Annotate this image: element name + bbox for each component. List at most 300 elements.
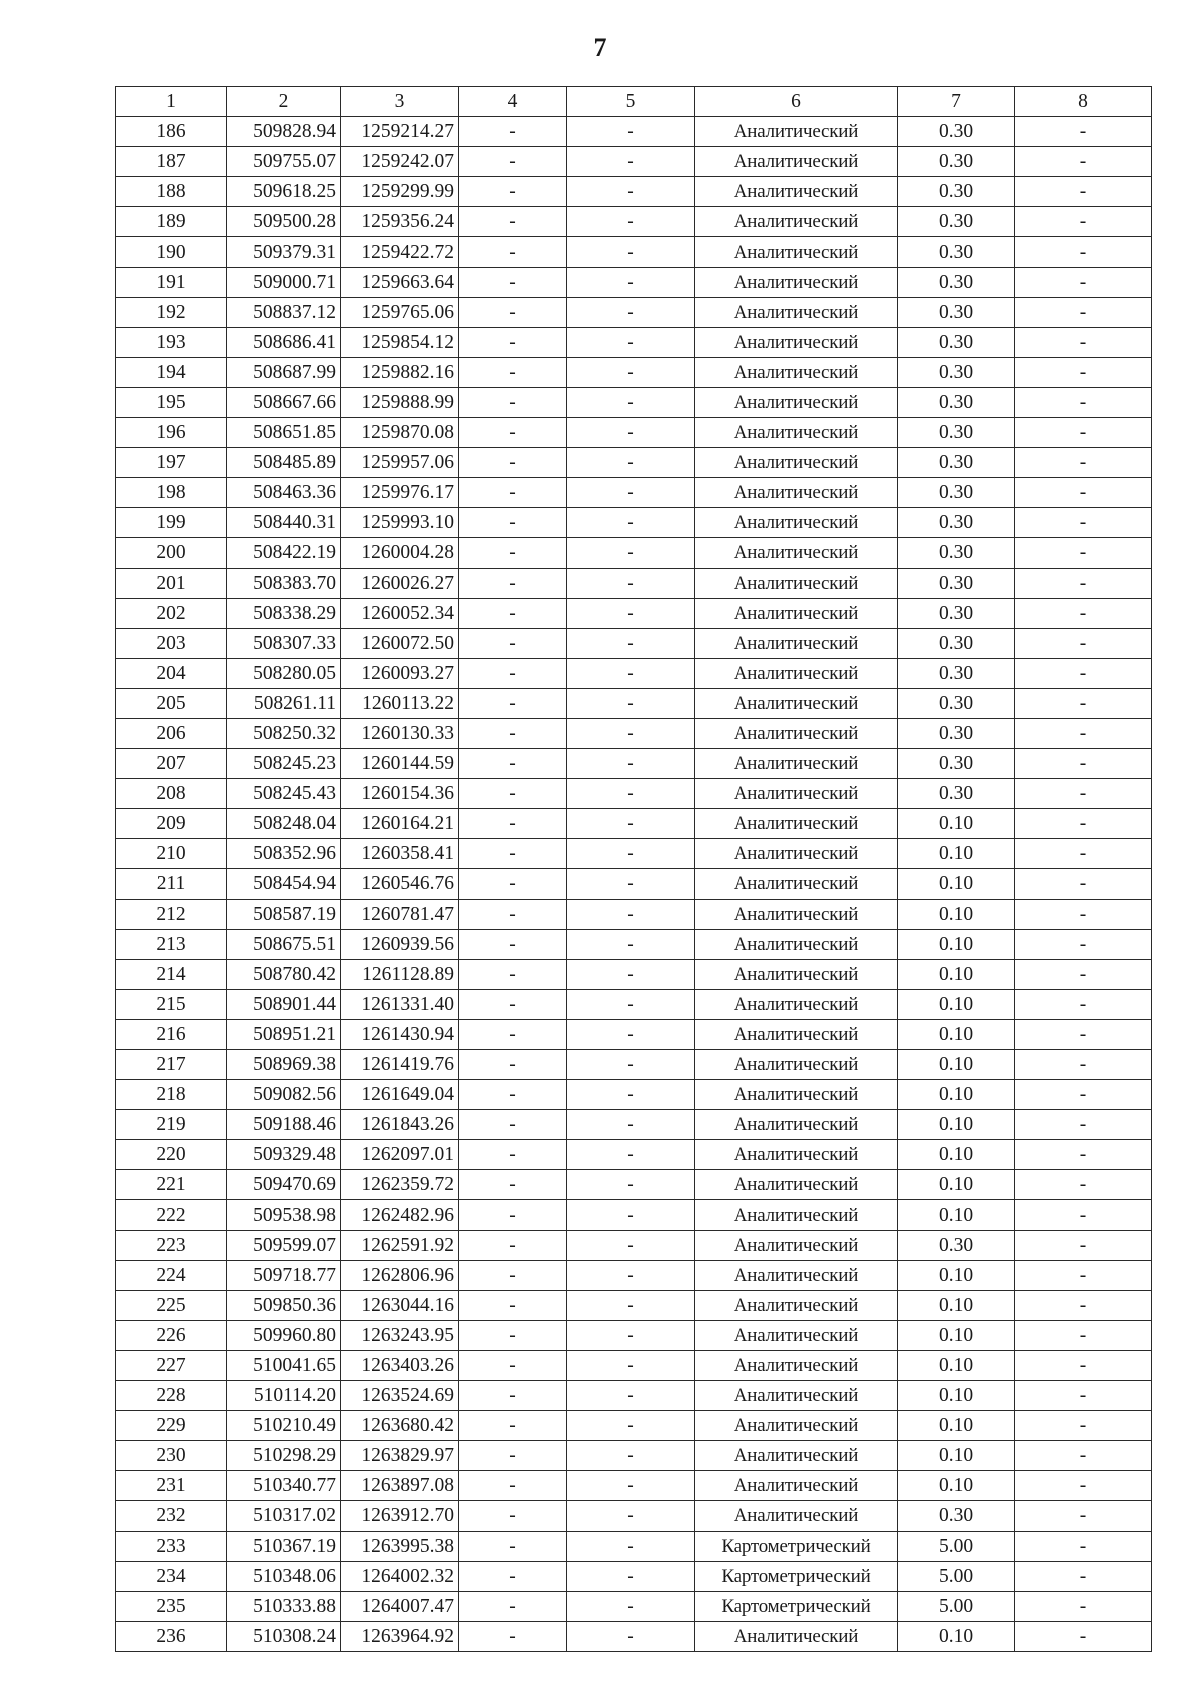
table-row [116,237,1152,267]
accuracy-cell: 5.00 [898,1561,1015,1591]
table-row [116,267,1152,297]
col-4-cell: - [459,1411,567,1441]
accuracy-cell: 0.10 [898,1381,1015,1411]
table-row [116,478,1152,508]
col-5-cell: - [567,749,695,779]
x-coordinate-cell: 508307.33 [227,628,341,658]
y-coordinate-cell: 1263403.26 [341,1350,459,1380]
x-coordinate-cell: 508587.19 [227,899,341,929]
col-8-cell: - [1015,1441,1152,1471]
col-8-cell: - [1015,1501,1152,1531]
accuracy-cell: 0.10 [898,1471,1015,1501]
table-row [116,117,1152,147]
col-8-cell: - [1015,387,1152,417]
col-4-cell: - [459,1441,567,1471]
x-coordinate-cell: 508422.19 [227,538,341,568]
table-row [116,989,1152,1019]
col-8-cell: - [1015,357,1152,387]
col-5-cell: - [567,1411,695,1441]
point-number-cell: 199 [116,508,227,538]
y-coordinate-cell: 1261649.04 [341,1080,459,1110]
col-5-cell: - [567,1350,695,1380]
accuracy-cell: 0.10 [898,899,1015,929]
col-8-cell: - [1015,117,1152,147]
y-coordinate-cell: 1262806.96 [341,1260,459,1290]
table-row [116,658,1152,688]
point-number-cell: 230 [116,1441,227,1471]
accuracy-cell: 0.10 [898,869,1015,899]
y-coordinate-cell: 1259356.24 [341,207,459,237]
x-coordinate-cell: 510298.29 [227,1441,341,1471]
y-coordinate-cell: 1260154.36 [341,779,459,809]
column-header-5: 5 [567,87,695,117]
method-cell: Аналитический [695,448,898,478]
table-row [116,1110,1152,1140]
point-number-cell: 236 [116,1621,227,1651]
x-coordinate-cell: 509960.80 [227,1320,341,1350]
method-cell: Аналитический [695,1170,898,1200]
table-row [116,688,1152,718]
accuracy-cell: 0.30 [898,387,1015,417]
method-cell: Аналитический [695,177,898,207]
accuracy-cell: 0.30 [898,297,1015,327]
point-number-cell: 192 [116,297,227,327]
col-4-cell: - [459,267,567,297]
x-coordinate-cell: 508969.38 [227,1050,341,1080]
point-number-cell: 212 [116,899,227,929]
point-number-cell: 216 [116,1019,227,1049]
col-4-cell: - [459,1260,567,1290]
y-coordinate-cell: 1259214.27 [341,117,459,147]
y-coordinate-cell: 1263524.69 [341,1381,459,1411]
col-5-cell: - [567,177,695,207]
table-row [116,1411,1152,1441]
col-4-cell: - [459,989,567,1019]
point-number-cell: 231 [116,1471,227,1501]
x-coordinate-cell: 508686.41 [227,327,341,357]
table-header [116,87,1152,117]
y-coordinate-cell: 1264007.47 [341,1591,459,1621]
x-coordinate-cell: 508245.43 [227,779,341,809]
table-row [116,1531,1152,1561]
table-row [116,628,1152,658]
accuracy-cell: 0.30 [898,267,1015,297]
column-header-8: 8 [1015,87,1152,117]
col-8-cell: - [1015,297,1152,327]
accuracy-cell: 0.30 [898,628,1015,658]
col-8-cell: - [1015,538,1152,568]
col-8-cell: - [1015,959,1152,989]
table-row [116,538,1152,568]
col-5-cell: - [567,598,695,628]
method-cell: Аналитический [695,478,898,508]
method-cell: Аналитический [695,267,898,297]
point-number-cell: 200 [116,538,227,568]
col-8-cell: - [1015,688,1152,718]
accuracy-cell: 0.10 [898,1080,1015,1110]
x-coordinate-cell: 508675.51 [227,929,341,959]
col-5-cell: - [567,1290,695,1320]
col-8-cell: - [1015,207,1152,237]
y-coordinate-cell: 1260052.34 [341,598,459,628]
y-coordinate-cell: 1260072.50 [341,628,459,658]
y-coordinate-cell: 1260093.27 [341,658,459,688]
point-number-cell: 187 [116,147,227,177]
method-cell: Аналитический [695,718,898,748]
x-coordinate-cell: 509470.69 [227,1170,341,1200]
accuracy-cell: 0.10 [898,1441,1015,1471]
table-body [116,117,1152,1652]
x-coordinate-cell: 508454.94 [227,869,341,899]
point-number-cell: 209 [116,809,227,839]
method-cell: Аналитический [695,418,898,448]
y-coordinate-cell: 1259976.17 [341,478,459,508]
point-number-cell: 217 [116,1050,227,1080]
point-number-cell: 224 [116,1260,227,1290]
method-cell: Аналитический [695,989,898,1019]
accuracy-cell: 0.10 [898,1350,1015,1380]
accuracy-cell: 0.30 [898,1230,1015,1260]
table-row [116,1260,1152,1290]
accuracy-cell: 5.00 [898,1591,1015,1621]
table-row [116,177,1152,207]
point-number-cell: 207 [116,749,227,779]
col-5-cell: - [567,718,695,748]
method-cell: Аналитический [695,297,898,327]
col-5-cell: - [567,508,695,538]
y-coordinate-cell: 1259663.64 [341,267,459,297]
x-coordinate-cell: 509850.36 [227,1290,341,1320]
point-number-cell: 233 [116,1531,227,1561]
page-number: 7 [593,33,607,62]
col-4-cell: - [459,869,567,899]
column-header-7: 7 [898,87,1015,117]
col-5-cell: - [567,1531,695,1561]
method-cell: Аналитический [695,538,898,568]
col-5-cell: - [567,1140,695,1170]
col-4-cell: - [459,237,567,267]
col-5-cell: - [567,1621,695,1651]
point-number-cell: 190 [116,237,227,267]
col-8-cell: - [1015,237,1152,267]
col-4-cell: - [459,839,567,869]
method-cell: Аналитический [695,1290,898,1320]
col-4-cell: - [459,297,567,327]
method-cell: Аналитический [695,1140,898,1170]
point-number-cell: 223 [116,1230,227,1260]
y-coordinate-cell: 1259957.06 [341,448,459,478]
method-cell: Аналитический [695,779,898,809]
accuracy-cell: 0.30 [898,327,1015,357]
col-5-cell: - [567,1561,695,1591]
table-row [116,568,1152,598]
col-5-cell: - [567,628,695,658]
y-coordinate-cell: 1260130.33 [341,718,459,748]
accuracy-cell: 0.30 [898,658,1015,688]
col-8-cell: - [1015,869,1152,899]
col-5-cell: - [567,1471,695,1501]
accuracy-cell: 0.10 [898,1411,1015,1441]
x-coordinate-cell: 508440.31 [227,508,341,538]
y-coordinate-cell: 1260546.76 [341,869,459,899]
col-4-cell: - [459,1501,567,1531]
col-5-cell: - [567,809,695,839]
accuracy-cell: 0.30 [898,478,1015,508]
col-5-cell: - [567,1591,695,1621]
column-header-1: 1 [116,87,227,117]
col-4-cell: - [459,207,567,237]
col-8-cell: - [1015,839,1152,869]
col-4-cell: - [459,779,567,809]
x-coordinate-cell: 509500.28 [227,207,341,237]
point-number-cell: 228 [116,1381,227,1411]
x-coordinate-cell: 508383.70 [227,568,341,598]
accuracy-cell: 0.10 [898,1050,1015,1080]
table-row [116,869,1152,899]
table-row [116,779,1152,809]
y-coordinate-cell: 1263243.95 [341,1320,459,1350]
col-4-cell: - [459,448,567,478]
accuracy-cell: 0.10 [898,1320,1015,1350]
col-4-cell: - [459,327,567,357]
point-number-cell: 205 [116,688,227,718]
method-cell: Аналитический [695,357,898,387]
x-coordinate-cell: 509828.94 [227,117,341,147]
table-row [116,1230,1152,1260]
col-8-cell: - [1015,1471,1152,1501]
column-header-6: 6 [695,87,898,117]
y-coordinate-cell: 1259422.72 [341,237,459,267]
table-row [116,598,1152,628]
col-8-cell: - [1015,1411,1152,1441]
col-8-cell: - [1015,1110,1152,1140]
point-number-cell: 208 [116,779,227,809]
point-number-cell: 203 [116,628,227,658]
y-coordinate-cell: 1259299.99 [341,177,459,207]
y-coordinate-cell: 1260358.41 [341,839,459,869]
x-coordinate-cell: 510340.77 [227,1471,341,1501]
point-number-cell: 222 [116,1200,227,1230]
col-4-cell: - [459,1381,567,1411]
col-8-cell: - [1015,1019,1152,1049]
y-coordinate-cell: 1259888.99 [341,387,459,417]
col-8-cell: - [1015,418,1152,448]
y-coordinate-cell: 1260939.56 [341,929,459,959]
x-coordinate-cell: 509599.07 [227,1230,341,1260]
y-coordinate-cell: 1259993.10 [341,508,459,538]
method-cell: Аналитический [695,327,898,357]
accuracy-cell: 0.10 [898,809,1015,839]
col-8-cell: - [1015,508,1152,538]
col-5-cell: - [567,1110,695,1140]
x-coordinate-cell: 510041.65 [227,1350,341,1380]
col-5-cell: - [567,929,695,959]
x-coordinate-cell: 508338.29 [227,598,341,628]
point-number-cell: 206 [116,718,227,748]
table-row [116,1381,1152,1411]
accuracy-cell: 0.30 [898,779,1015,809]
col-5-cell: - [567,779,695,809]
point-number-cell: 211 [116,869,227,899]
point-number-cell: 204 [116,658,227,688]
coordinates-table [115,86,1152,1652]
method-cell: Аналитический [695,839,898,869]
table-row [116,839,1152,869]
point-number-cell: 235 [116,1591,227,1621]
y-coordinate-cell: 1262097.01 [341,1140,459,1170]
col-5-cell: - [567,538,695,568]
x-coordinate-cell: 509082.56 [227,1080,341,1110]
accuracy-cell: 0.30 [898,177,1015,207]
accuracy-cell: 0.10 [898,1140,1015,1170]
table-row [116,508,1152,538]
x-coordinate-cell: 510367.19 [227,1531,341,1561]
col-4-cell: - [459,749,567,779]
point-number-cell: 226 [116,1320,227,1350]
x-coordinate-cell: 509718.77 [227,1260,341,1290]
table-row [116,1561,1152,1591]
col-5-cell: - [567,117,695,147]
x-coordinate-cell: 508463.36 [227,478,341,508]
col-8-cell: - [1015,899,1152,929]
col-5-cell: - [567,869,695,899]
table-row [116,1200,1152,1230]
accuracy-cell: 0.10 [898,1260,1015,1290]
accuracy-cell: 0.30 [898,568,1015,598]
point-number-cell: 227 [116,1350,227,1380]
x-coordinate-cell: 508245.23 [227,749,341,779]
col-8-cell: - [1015,177,1152,207]
col-8-cell: - [1015,929,1152,959]
col-8-cell: - [1015,718,1152,748]
y-coordinate-cell: 1261128.89 [341,959,459,989]
col-8-cell: - [1015,478,1152,508]
col-8-cell: - [1015,1320,1152,1350]
y-coordinate-cell: 1259870.08 [341,418,459,448]
col-8-cell: - [1015,1200,1152,1230]
col-5-cell: - [567,1441,695,1471]
col-5-cell: - [567,207,695,237]
table-row [116,1441,1152,1471]
point-number-cell: 189 [116,207,227,237]
col-5-cell: - [567,357,695,387]
y-coordinate-cell: 1260113.22 [341,688,459,718]
method-cell: Аналитический [695,1200,898,1230]
point-number-cell: 194 [116,357,227,387]
table-row [116,718,1152,748]
col-4-cell: - [459,1019,567,1049]
col-4-cell: - [459,1561,567,1591]
y-coordinate-cell: 1259854.12 [341,327,459,357]
table-row [116,959,1152,989]
col-5-cell: - [567,1019,695,1049]
accuracy-cell: 0.10 [898,1200,1015,1230]
method-cell: Аналитический [695,207,898,237]
point-number-cell: 197 [116,448,227,478]
method-cell: Аналитический [695,1230,898,1260]
col-4-cell: - [459,658,567,688]
col-5-cell: - [567,1501,695,1531]
col-5-cell: - [567,899,695,929]
method-cell: Аналитический [695,1320,898,1350]
col-5-cell: - [567,147,695,177]
col-8-cell: - [1015,1381,1152,1411]
x-coordinate-cell: 510210.49 [227,1411,341,1441]
point-number-cell: 221 [116,1170,227,1200]
col-5-cell: - [567,1230,695,1260]
col-5-cell: - [567,297,695,327]
col-4-cell: - [459,1471,567,1501]
x-coordinate-cell: 510114.20 [227,1381,341,1411]
table-row [116,1501,1152,1531]
method-cell: Аналитический [695,1110,898,1140]
y-coordinate-cell: 1259882.16 [341,357,459,387]
col-4-cell: - [459,387,567,417]
y-coordinate-cell: 1263897.08 [341,1471,459,1501]
y-coordinate-cell: 1261430.94 [341,1019,459,1049]
table-row [116,448,1152,478]
x-coordinate-cell: 509538.98 [227,1200,341,1230]
col-8-cell: - [1015,1561,1152,1591]
table-row [116,357,1152,387]
col-8-cell: - [1015,779,1152,809]
x-coordinate-cell: 509188.46 [227,1110,341,1140]
y-coordinate-cell: 1261331.40 [341,989,459,1019]
table-row [116,207,1152,237]
col-4-cell: - [459,1050,567,1080]
col-5-cell: - [567,237,695,267]
col-5-cell: - [567,387,695,417]
col-4-cell: - [459,508,567,538]
method-cell: Аналитический [695,809,898,839]
column-header-2: 2 [227,87,341,117]
method-cell: Картометрический [695,1531,898,1561]
col-4-cell: - [459,899,567,929]
method-cell: Аналитический [695,1350,898,1380]
col-5-cell: - [567,418,695,448]
x-coordinate-cell: 508951.21 [227,1019,341,1049]
y-coordinate-cell: 1263829.97 [341,1441,459,1471]
point-number-cell: 195 [116,387,227,417]
table-row [116,327,1152,357]
col-4-cell: - [459,1230,567,1260]
accuracy-cell: 0.30 [898,117,1015,147]
y-coordinate-cell: 1263680.42 [341,1411,459,1441]
col-4-cell: - [459,1320,567,1350]
x-coordinate-cell: 510348.06 [227,1561,341,1591]
point-number-cell: 188 [116,177,227,207]
y-coordinate-cell: 1263964.92 [341,1621,459,1651]
method-cell: Аналитический [695,1080,898,1110]
x-coordinate-cell: 508651.85 [227,418,341,448]
accuracy-cell: 0.10 [898,1621,1015,1651]
x-coordinate-cell: 509755.07 [227,147,341,177]
col-8-cell: - [1015,598,1152,628]
method-cell: Аналитический [695,688,898,718]
point-number-cell: 196 [116,418,227,448]
method-cell: Аналитический [695,237,898,267]
method-cell: Аналитический [695,1471,898,1501]
table-row [116,749,1152,779]
point-number-cell: 229 [116,1411,227,1441]
col-5-cell: - [567,327,695,357]
col-4-cell: - [459,1350,567,1380]
x-coordinate-cell: 508837.12 [227,297,341,327]
col-5-cell: - [567,478,695,508]
col-8-cell: - [1015,448,1152,478]
col-8-cell: - [1015,1531,1152,1561]
table-row [116,1140,1152,1170]
